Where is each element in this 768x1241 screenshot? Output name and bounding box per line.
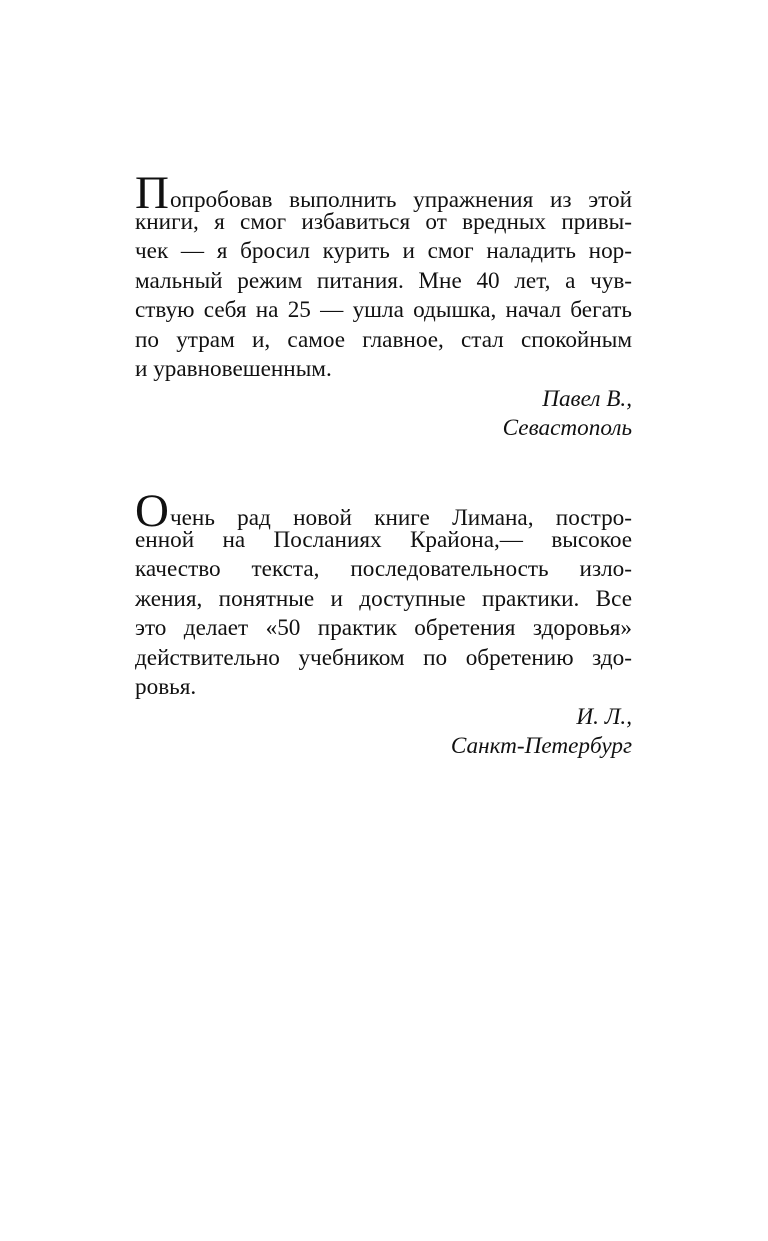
author-name: И. Л., xyxy=(576,703,632,730)
author-city: Севастополь xyxy=(502,415,632,441)
drop-cap: О xyxy=(135,485,169,537)
testimonial-line: действительно учебником по обретению здо- xyxy=(135,644,632,671)
testimonial-line: это делает «50 практик обретения здоровья» xyxy=(135,615,632,641)
testimonial-line: ствую себя на 25 — ушла одышка, начал бегать xyxy=(135,297,632,323)
testimonial-line: качество текста, последовательность изло- xyxy=(135,556,632,582)
testimonial-line: и уравновешенным. xyxy=(135,356,332,382)
author-city: Санкт-Петербург xyxy=(450,733,632,759)
drop-cap: П xyxy=(135,167,169,219)
testimonial-line: Попробовав выполнить упражнения из этой xyxy=(135,167,632,219)
testimonial-line: Очень рад новой книге Лимана, постро- xyxy=(135,485,632,537)
testimonial-2 xyxy=(135,485,632,762)
testimonial-line: жения, понятные и доступные практики. Все xyxy=(135,585,632,612)
testimonial-line: ровья. xyxy=(135,674,197,700)
author-name: Павел В., xyxy=(542,385,632,412)
testimonial-line: мальный режим питания. Мне 40 лет, а чув- xyxy=(135,267,632,294)
testimonial-line: чек — я бросил курить и смог наладить нор- xyxy=(135,238,632,264)
testimonial-line: книги, я смог избавиться от вредных привы- xyxy=(135,208,632,235)
testimonial-line: енной на Посланиях Крайона,— высокое xyxy=(135,526,632,553)
testimonial-1 xyxy=(135,167,632,444)
testimonial-line: по утрам и, самое главное, стал спокойным xyxy=(135,326,632,353)
